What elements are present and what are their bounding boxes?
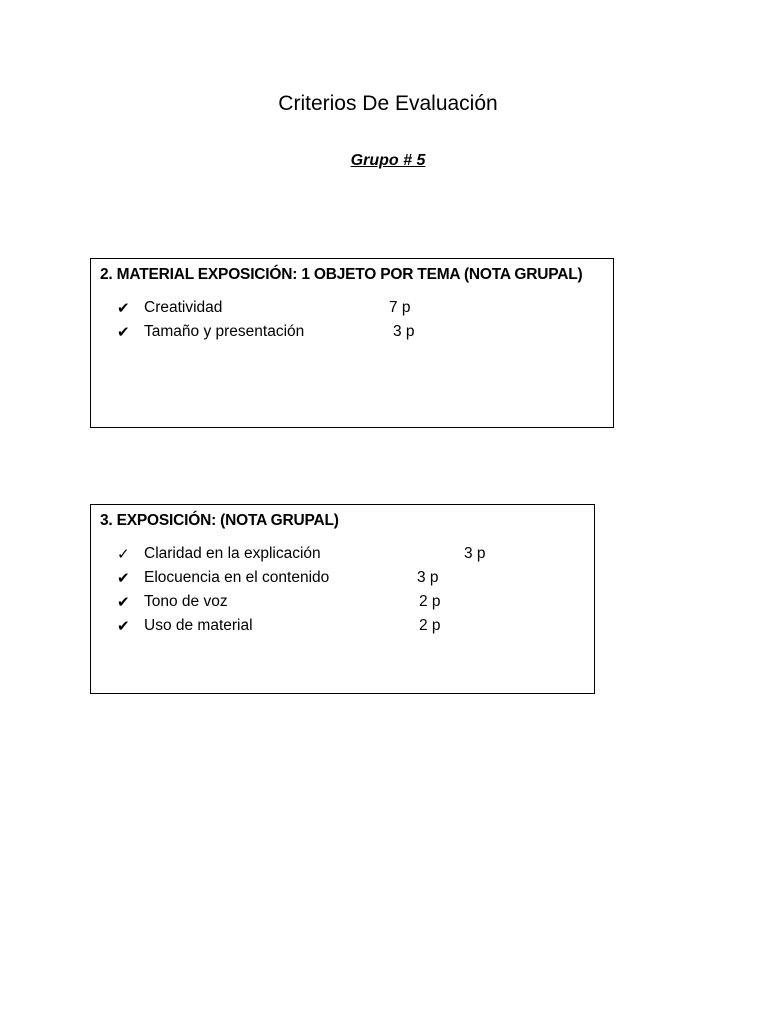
checkmark-icon: ✔ — [117, 617, 130, 635]
criterion-label: Creatividad — [144, 299, 223, 316]
criterion-points: 3 p — [393, 323, 415, 340]
checkmark-icon: ✓ — [117, 545, 130, 563]
criterion-points: 3 p — [464, 545, 486, 562]
list-item — [91, 545, 594, 567]
list-item — [91, 593, 594, 615]
section-heading: 3. EXPOSICIÓN: (NOTA GRUPAL) — [100, 512, 339, 529]
criterion-label: Claridad en la explicación — [144, 545, 321, 562]
list-item — [91, 569, 594, 591]
list-item — [91, 323, 613, 345]
criterion-points: 3 p — [417, 569, 439, 586]
document-title: Criterios De Evaluación — [278, 92, 498, 115]
criterion-label: Elocuencia en el contenido — [144, 569, 330, 586]
list-item — [91, 617, 594, 639]
criterion-label: Uso de material — [144, 617, 253, 634]
criterion-points: 7 p — [389, 299, 411, 316]
list-item — [91, 299, 613, 321]
group-subtitle: Grupo # 5 — [350, 152, 426, 169]
checkmark-icon: ✔ — [117, 593, 130, 611]
criterion-label: Tono de voz — [144, 593, 228, 610]
checkmark-icon: ✔ — [117, 569, 130, 587]
criteria-box-exposition — [90, 504, 595, 694]
criterion-label: Tamaño y presentación — [144, 323, 305, 340]
checkmark-icon: ✔ — [117, 323, 130, 341]
criteria-box-material — [90, 258, 614, 428]
criterion-points: 2 p — [419, 617, 441, 634]
criterion-points: 2 p — [419, 593, 441, 610]
section-heading: 2. MATERIAL EXPOSICIÓN: 1 OBJETO POR TEMA (NOTA GRUPAL) — [100, 266, 583, 283]
checkmark-icon: ✔ — [117, 299, 130, 317]
